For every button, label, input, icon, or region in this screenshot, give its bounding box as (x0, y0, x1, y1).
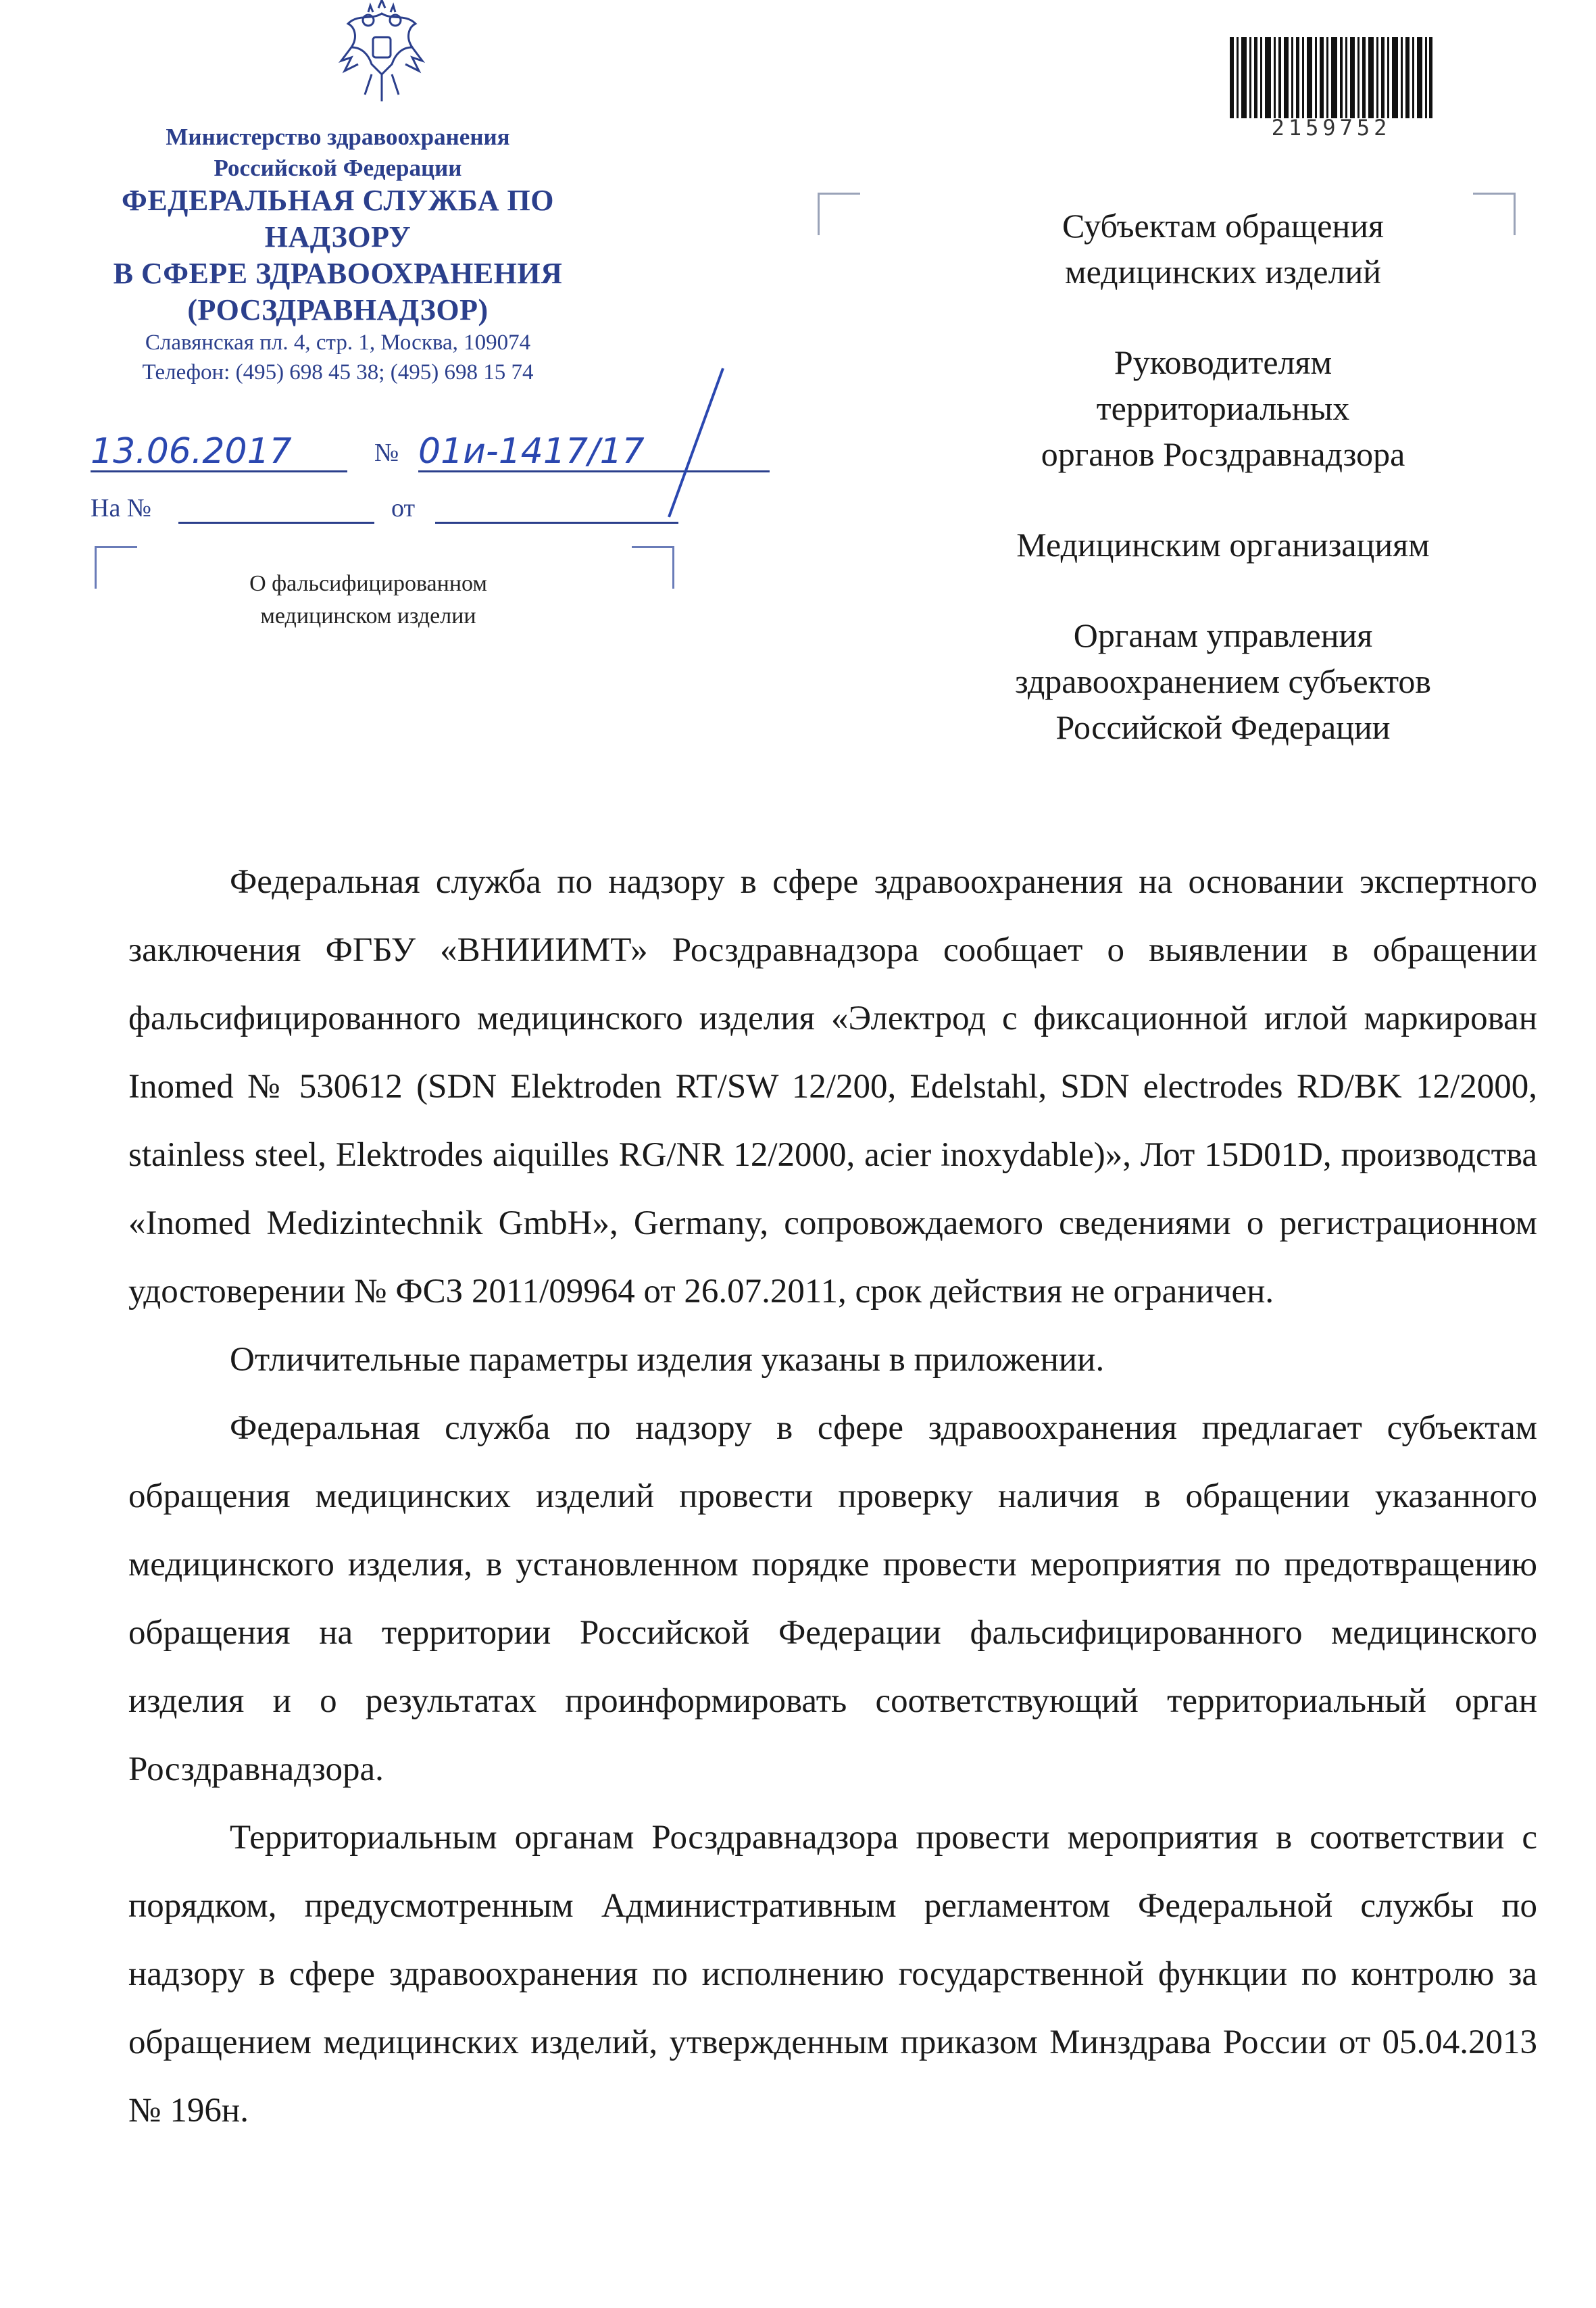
service-line-2: В СФЕРЕ ЗДРАВООХРАНЕНИЯ (113, 257, 563, 290)
body-paragraph-4: Территориальным органам Росздравнадзора провести мероприятия в соответствии с порядком, предусмотренным Административным регламентом Федеральной службы по надзору в сфере здравоохранения по исполнению государственной функции по контролю за обращением медицинских изделий, утвержденным приказом Минздрава России от 05.04.2013 № 196н. (128, 1819, 1537, 2130)
addressee-4-line-2: здравоохранением субъектов (1014, 662, 1432, 700)
ministry-name (95, 122, 581, 184)
addressee-2 (932, 339, 1514, 477)
number-label: № (374, 439, 399, 467)
registration-number: 01и-1417/17 (418, 431, 645, 472)
service-name (88, 182, 588, 328)
addressee-1-line-1: Субъектам обращения (1062, 207, 1384, 245)
subject (226, 568, 510, 633)
addressee-4-line-1: Органам управления (1073, 616, 1373, 654)
addressees (932, 203, 1514, 795)
subject-corner-left (95, 546, 137, 589)
subject-line-2: медицинском изделии (260, 604, 476, 629)
ministry-line-2: Российской Федерации (214, 155, 462, 181)
coat-of-arms-icon (331, 0, 432, 108)
subject-corner-right (632, 546, 674, 589)
addressee-2-line-2: территориальных (1096, 389, 1350, 427)
barcode-number: 2159752 (1271, 115, 1391, 141)
barcode-icon (1230, 37, 1432, 118)
registration-date: 13.06.2017 (91, 431, 292, 472)
service-line-3: (РОСЗДРАВНАДЗОР) (187, 293, 489, 326)
body-paragraph-1: Федеральная служба по надзору в сфере здравоохранения на основании экспертного заключения ФГБУ «ВНИИИМТ» Росздравнадзора сообщает о выявлении в обращении фальсифицированного медицинского изделия «Электрод с фиксационной иглой маркирован Inomed № 530612 (SDN Elektroden RT/SW 12/200, Edelstahl, SDN electrodes RD/BK 12/2000, stainless steel, Elektrodes aiquilles RG/NR 12/2000, acier inoxydable)», Лот 15D01D, производства «Inomed Medizintechnik GmbH», Germany, сопровождаемого сведениями о регистрационном удостоверении № ФСЗ 2011/09964 от 26.07.2011, срок действия не ограничен. (128, 863, 1537, 1310)
letter-body (128, 848, 1537, 2145)
addressee-4-line-3: Российской Федерации (1055, 708, 1391, 746)
addressee-corner-left (818, 193, 860, 235)
phone-line: Телефон: (495) 698 45 38; (495) 698 15 74 (142, 360, 534, 385)
reply-line (91, 493, 699, 534)
address-line: Славянская пл. 4, стр. 1, Москва, 109074 (145, 330, 531, 355)
from-label: от (391, 494, 416, 522)
reply-label: На № (91, 494, 152, 522)
ministry-line-1: Министерство здравоохранения (166, 124, 510, 150)
body-paragraph-3: Федеральная служба по надзору в сфере здравоохранения предлагает субъектам обращения медицинских изделий провести проверку наличия в обращении указанного медицинского изделия, в установленном порядке провести мероприятия по предотвращению обращения на территории Российской Федерации фальсифицированного медицинского изделия и о результатах проинформировать соответствующий территориальный орган Росздравнадзора. (128, 1409, 1537, 1788)
addressee-2-line-1: Руководителям (1114, 343, 1332, 381)
service-line-1: ФЕДЕРАЛЬНАЯ СЛУЖБА ПО НАДЗОРУ (122, 184, 554, 253)
body-paragraph-2: Отличительные параметры изделия указаны в приложении. (230, 1341, 1105, 1379)
addressee-1-line-2: медицинских изделий (1064, 253, 1382, 291)
addressee-1 (932, 203, 1514, 295)
addressee-4 (932, 612, 1514, 750)
subject-line-1: О фальсифицированном (249, 571, 487, 596)
address-block (101, 328, 574, 387)
addressee-2-line-3: органов Росздравнадзора (1041, 435, 1405, 473)
addressee-3 (932, 522, 1514, 568)
addressee-3-line-1: Медицинским организациям (1016, 526, 1430, 564)
